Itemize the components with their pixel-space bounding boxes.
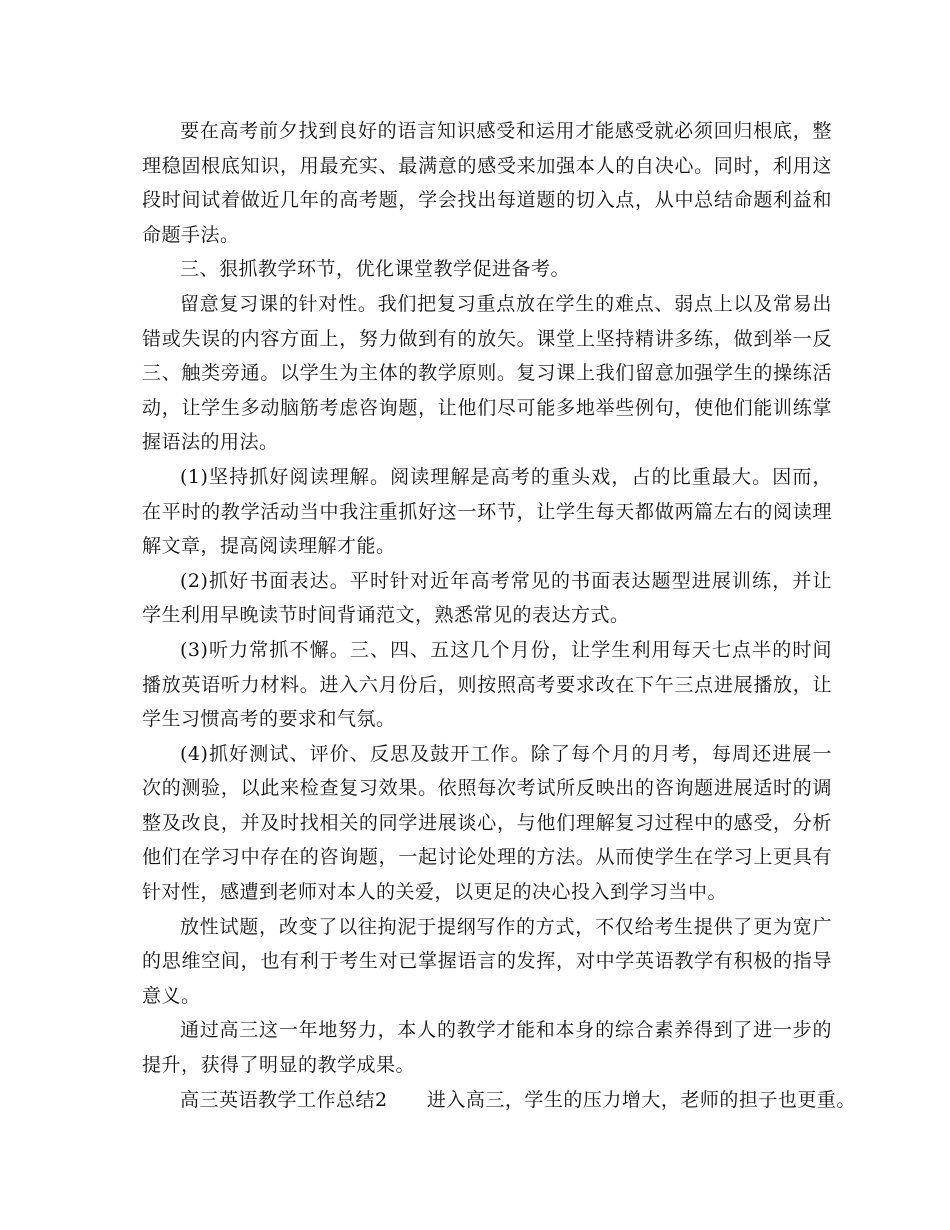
next-section-line (142, 1083, 856, 1118)
paragraph-writing: (2)抓好书面表达。平时针对近年高考常见的书面表达题型进展训练，并让学生利用早晚读节时间背诵范文，熟悉常见的表达方式。 (142, 569, 832, 627)
document-body (142, 114, 856, 1117)
paragraph-listening: (3)听力常抓不懈。三、四、五这几个月份，让学生利用每天七点半的时间播放英语听力材料。进入六月份后，则按照高考要求改在下午三点进展播放，让学生习惯高考的要求和气氛。 (142, 638, 832, 731)
next-section-first-sentence: 进入高三，学生的压力增大，老师的担子也更重。 (426, 1088, 856, 1111)
paragraph-open-questions: 放性试题，改变了以往拘泥于提纲写作的方式，不仅给考生提供了更为宽广的思维空间，也有利于考生对已掌握语言的发挥，对中学英语教学有积极的指导意义。 (142, 915, 832, 1007)
paragraph-review-basics: 要在高考前夕找到良好的语言知识感受和运用才能感受就必须回归根底，整理稳固根底知识，用最充实、最满意的感受来加强本人的自决心。同时，利用这段时间试着做近几年的高考题，学会找出每道题的切入点，从中总结命题利益和命题手法。 (142, 120, 832, 246)
paragraph-reading: (1)坚持抓好阅读理解。阅读理解是高考的重头戏，占的比重最大。因而，在平时的教学活动当中我注重抓好这一环节，让学生每天都做两篇左右的阅读理解文章，提高阅读理解才能。 (142, 465, 832, 558)
section-heading-three: 三、狠抓教学环节，优化课堂教学促进备考。 (180, 258, 571, 281)
paragraph-review-focus: 留意复习课的针对性。我们把复习重点放在学生的难点、弱点上以及常易出错或失误的内容方面上，努力做到有的放矢。课堂上坚持精讲多练，做到举一反三、触类旁通。以学生为主体的教学原则。复习课上我们留意加强学生的操练活动，让学生多动脑筋考虑咨询题，让他们尽可能多地举些例句，使他们能训练掌握语法的用法。 (142, 292, 832, 454)
paragraph-conclusion: 通过高三这一年地努力，本人的教学才能和本身的综合素养得到了进一步的提升，获得了明显的教学成果。 (142, 1019, 832, 1077)
paragraph-testing: (4)抓好测试、评价、反思及鼓开工作。除了每个月的月考，每周还进展一次的测验，以此来检查复习效果。依照每次考试所反映出的咨询题进展适时的调整及改良，并及时找相关的同学进展谈心，与他们理解复习过程中的感受，分析他们在学习中存在的咨询题，一起讨论处理的方法。从而使学生在学习上更具有针对性，感遭到老师对本人的关爱，以更足的决心投入到学习当中。 (142, 742, 832, 904)
next-section-title: 高三英语教学工作总结2 (180, 1088, 388, 1111)
title-gap (388, 1089, 427, 1111)
